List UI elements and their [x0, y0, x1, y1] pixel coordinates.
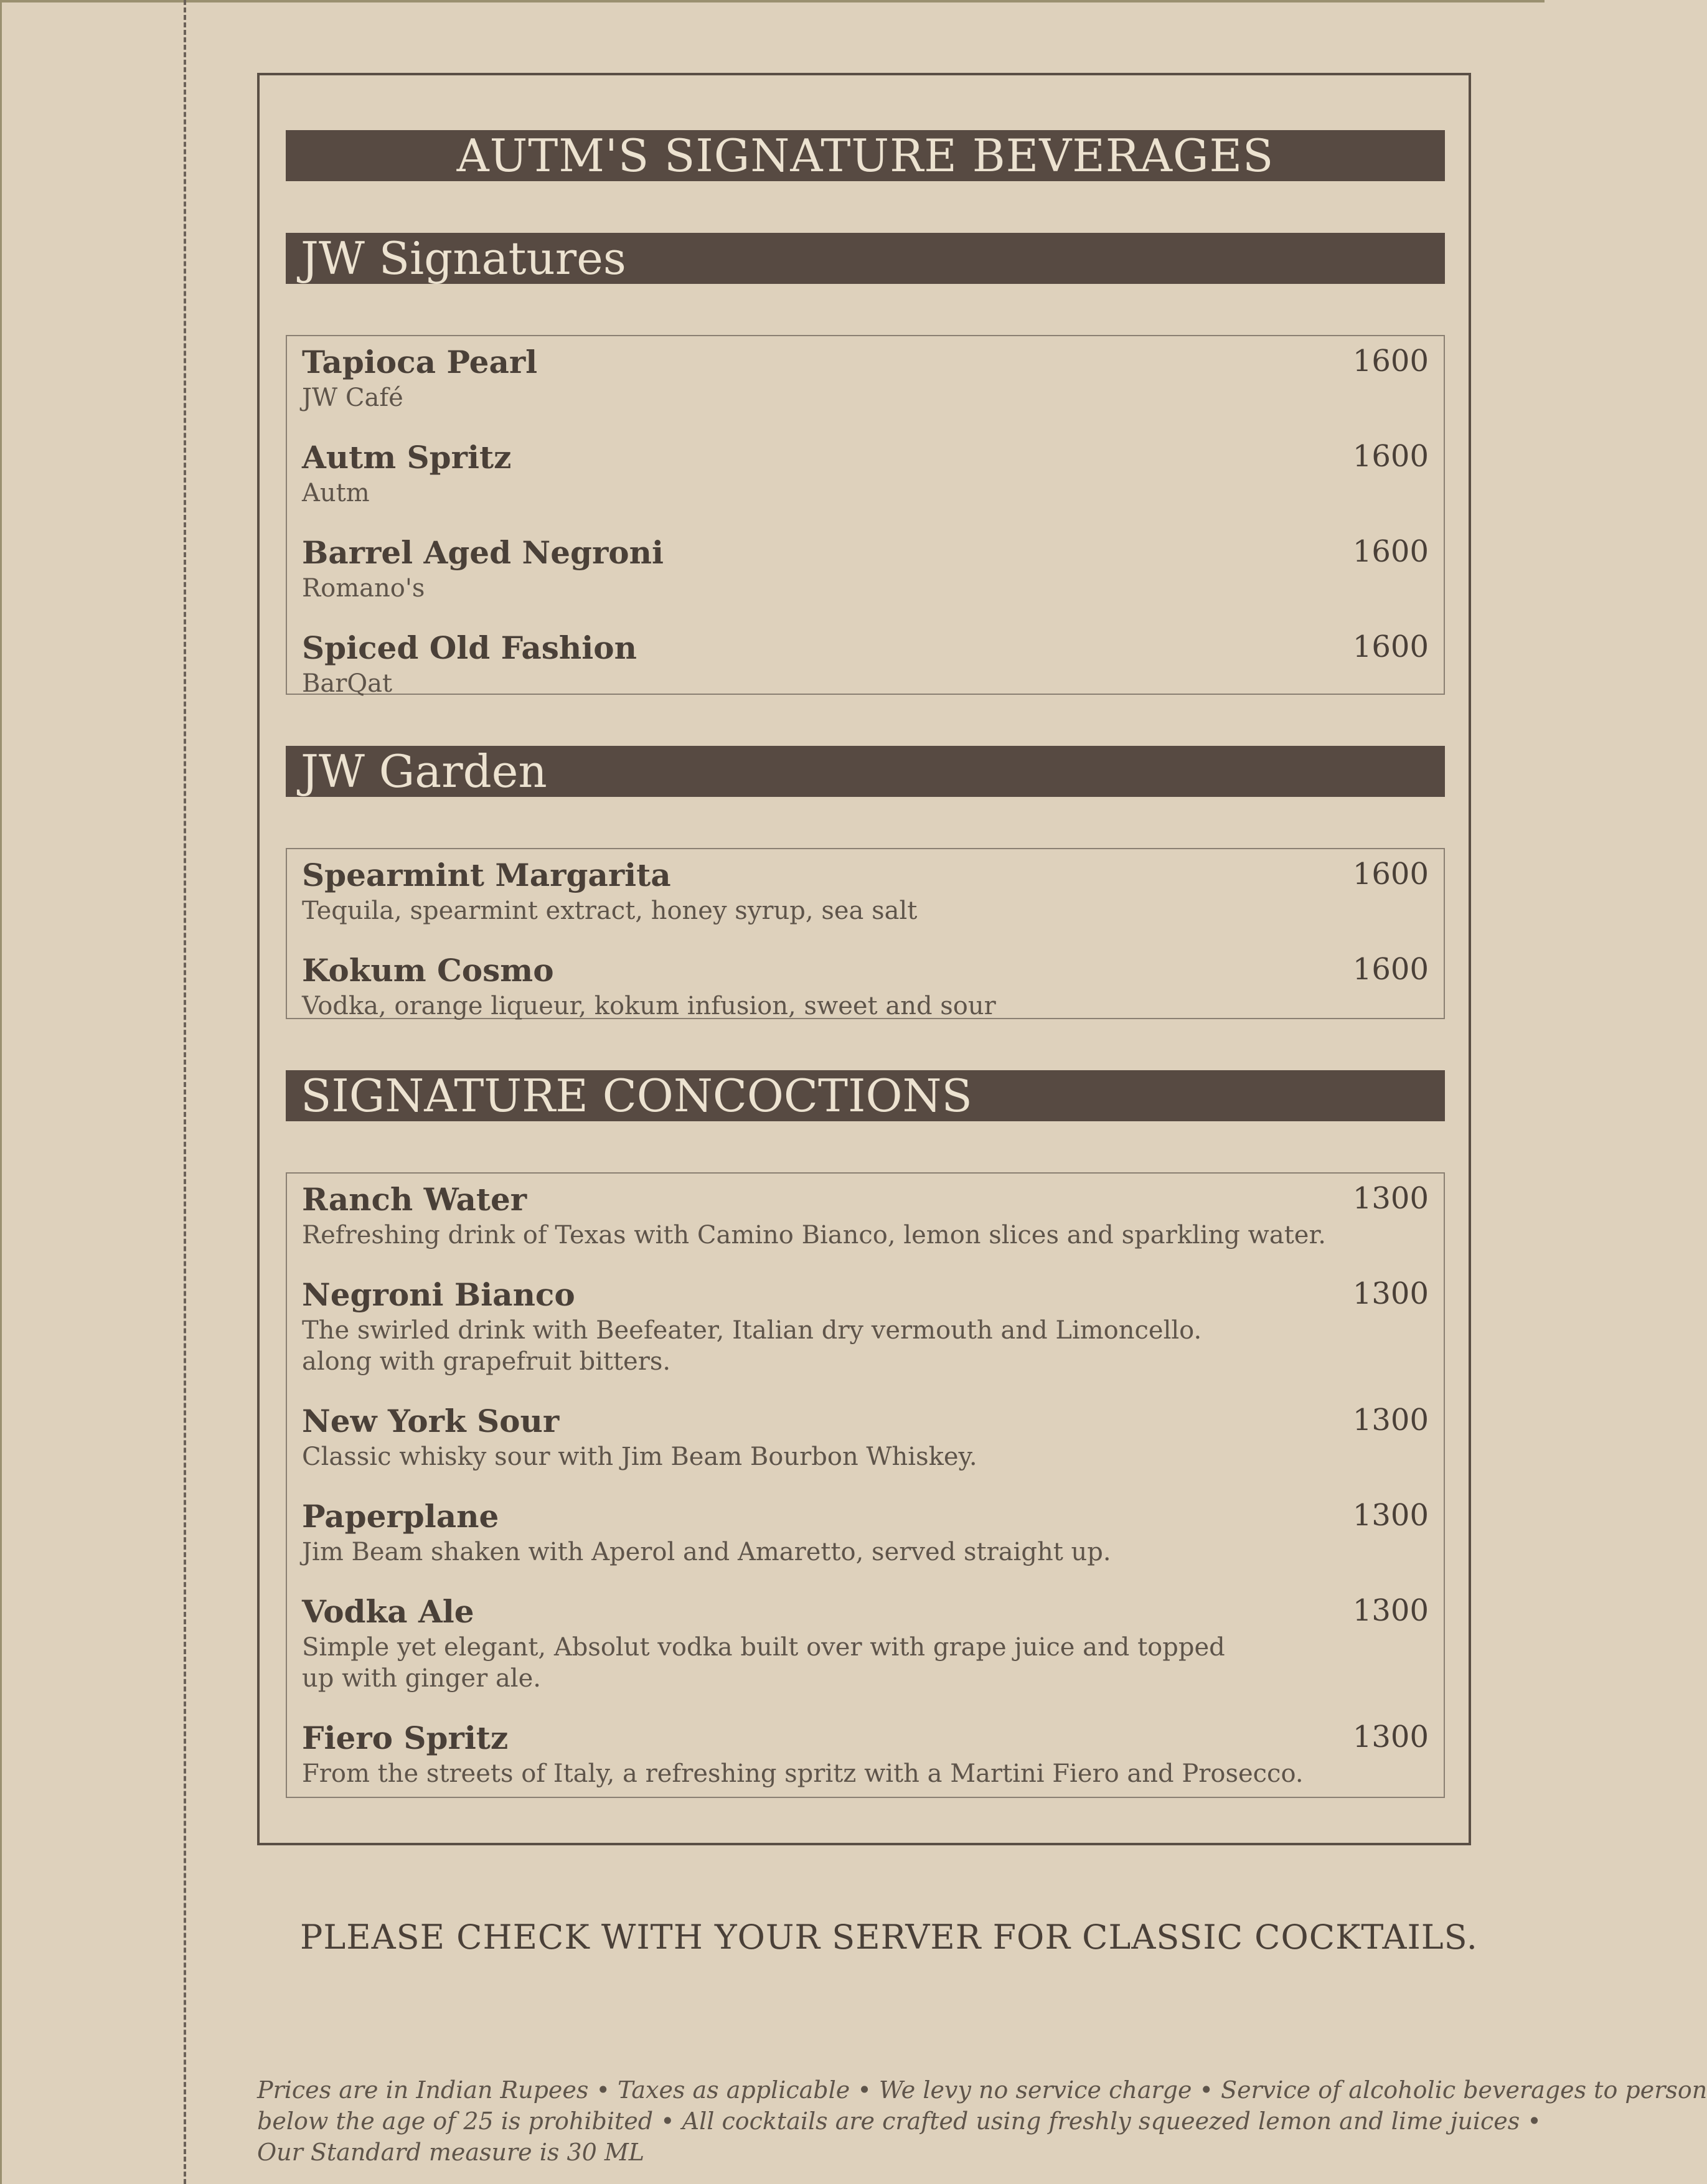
- item-name: Paperplane: [302, 1498, 499, 1535]
- item-description: Refreshing drink of Texas with Camino Bianco, lemon slices and sparkling water.: [302, 1221, 1326, 1250]
- footer-line: Prices are in Indian Rupees • Taxes as applicable • We levy no service charge • Service of alcoholic beverages to person: [257, 2076, 1707, 2104]
- item-name: Spiced Old Fashion: [302, 629, 637, 666]
- item-price: 1600: [1352, 344, 1429, 379]
- item-price: 1600: [1352, 952, 1429, 987]
- item-description: Vodka, orange liqueur, kokum infusion, sweet and sour: [302, 992, 996, 1020]
- item-price: 1300: [1352, 1720, 1429, 1754]
- item-name: Barrel Aged Negroni: [302, 534, 664, 571]
- fold-line: [184, 0, 186, 2184]
- item-price: 1600: [1352, 629, 1429, 664]
- item-price: 1300: [1352, 1593, 1429, 1628]
- section-heading-jw-garden: JW Garden: [286, 746, 1445, 797]
- menu-title: AUTM'S SIGNATURE BEVERAGES: [286, 130, 1445, 181]
- item-description-line: along with grapefruit bitters.: [302, 1347, 671, 1376]
- item-price: 1600: [1352, 439, 1429, 474]
- item-price: 1300: [1352, 1276, 1429, 1311]
- section-heading-signature-concoctions: SIGNATURE CONCOCTIONS: [286, 1070, 1445, 1121]
- item-name: Negroni Bianco: [302, 1276, 575, 1313]
- item-price: 1600: [1352, 857, 1429, 892]
- item-price: 1300: [1352, 1498, 1429, 1533]
- left-edge: [0, 0, 2, 2184]
- item-name: Kokum Cosmo: [302, 952, 554, 989]
- item-description: Jim Beam shaken with Aperol and Amaretto, served straight up.: [302, 1538, 1111, 1566]
- item-name: Fiero Spritz: [302, 1720, 509, 1756]
- item-name: Autm Spritz: [302, 439, 512, 476]
- item-name: Ranch Water: [302, 1181, 527, 1218]
- item-name: New York Sour: [302, 1403, 560, 1439]
- item-description: Romano's: [302, 574, 425, 603]
- section-box-signature-concoctions: [286, 1172, 1445, 1798]
- item-price: 1600: [1352, 534, 1429, 569]
- item-name: Vodka Ale: [302, 1593, 474, 1630]
- classic-cocktails-notice: PLEASE CHECK WITH YOUR SERVER FOR CLASSIC COCKTAILS.: [300, 1918, 1478, 1957]
- section-box-jw-garden: [286, 848, 1445, 1019]
- item-price: 1300: [1352, 1403, 1429, 1438]
- item-description: Classic whisky sour with Jim Beam Bourbon Whiskey.: [302, 1443, 977, 1471]
- item-description-line: Simple yet elegant, Absolut vodka built over with grape juice and topped: [302, 1633, 1225, 1662]
- item-description-line: The swirled drink with Beefeater, Italian dry vermouth and Limoncello.: [302, 1316, 1202, 1345]
- item-description: [302, 1315, 1201, 1377]
- footer-disclaimer: [257, 2074, 1707, 2168]
- item-description-line: up with ginger ale.: [302, 1664, 541, 1693]
- footer-line: Our Standard measure is 30 ML: [257, 2139, 645, 2166]
- item-description: JW Café: [302, 384, 403, 412]
- item-description: [302, 1632, 1225, 1694]
- item-price: 1300: [1352, 1181, 1429, 1216]
- top-rule: [0, 0, 1545, 2]
- item-description: Tequila, spearmint extract, honey syrup, sea salt: [302, 897, 918, 925]
- item-description: BarQat: [302, 669, 393, 698]
- item-description: From the streets of Italy, a refreshing spritz with a Martini Fiero and Prosecco.: [302, 1759, 1304, 1788]
- section-box-jw-signatures: [286, 335, 1445, 698]
- footer-line: below the age of 25 is prohibited • All cocktails are crafted using freshly squeezed lemon and lime juices •: [257, 2107, 1541, 2135]
- item-name: Tapioca Pearl: [302, 344, 538, 380]
- item-name: Spearmint Margarita: [302, 857, 671, 893]
- section-heading-jw-signatures: JW Signatures: [286, 233, 1445, 284]
- item-description: Autm: [302, 479, 370, 507]
